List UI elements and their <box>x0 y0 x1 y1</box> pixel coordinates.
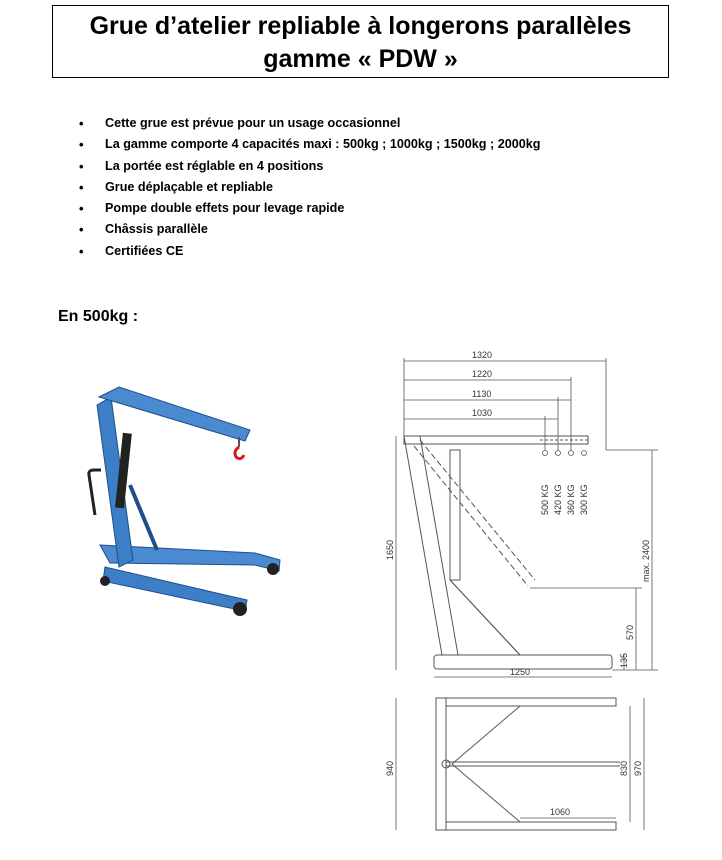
feature-item: • Pompe double effets pour levage rapide <box>60 199 540 220</box>
reach-dim-label: 1220 <box>472 369 493 379</box>
load-label: 420 KG <box>553 484 563 515</box>
wheel <box>100 576 110 586</box>
length-label: 1250 <box>510 667 531 677</box>
lowered-boom <box>420 440 535 580</box>
height-label: 570 <box>625 624 635 640</box>
height-label: max. 2400 <box>641 539 651 582</box>
elevation-boom <box>404 436 588 444</box>
load-label: 300 KG <box>579 484 589 515</box>
crane-leg-front <box>103 567 247 611</box>
feature-item: • Grue déplaçable et repliable <box>60 178 540 199</box>
reach-dim-label: 1030 <box>472 408 493 418</box>
feature-item: • Cette grue est prévue pour un usage occasionnel <box>60 114 540 135</box>
feature-item: • La portée est réglable en 4 positions <box>60 157 540 178</box>
title-line-1: Grue d’atelier repliable à longerons parallèles <box>89 12 632 40</box>
plan-dimensions <box>396 698 644 830</box>
load-label: 360 KG <box>566 484 576 515</box>
plan-label: 1060 <box>550 807 571 817</box>
feature-item: • Châssis parallèle <box>60 220 540 241</box>
feature-list <box>60 114 540 263</box>
hook-positions <box>543 451 587 456</box>
crane-brace <box>130 485 157 550</box>
plan-frame <box>436 698 620 830</box>
elevation-ram <box>450 450 460 580</box>
section-label: En 500kg : <box>58 308 139 325</box>
feature-item: • La gamme comporte 4 capacités maxi : 500kg ; 1000kg ; 1500kg ; 2000kg <box>60 135 540 156</box>
lowered-boom <box>414 446 528 586</box>
wheel <box>267 563 279 575</box>
plan-label: 830 <box>619 760 629 776</box>
load-label: 500 KG <box>540 484 550 515</box>
elevation-brace <box>450 580 520 655</box>
height-label: 135 <box>619 652 629 668</box>
crane-mast <box>97 397 133 567</box>
height-dimensions <box>396 436 658 670</box>
hook-icon <box>235 447 244 459</box>
crane-photo <box>75 375 295 625</box>
pump-handle <box>89 470 101 515</box>
title-box <box>52 5 669 78</box>
title-line-2: gamme « PDW » <box>263 45 458 73</box>
plan-view-drawing <box>380 690 680 850</box>
crane-boom <box>99 387 250 441</box>
side-elevation-drawing <box>380 350 680 680</box>
load-labels <box>540 484 589 515</box>
wheel <box>233 602 247 616</box>
plan-label: 970 <box>633 760 643 776</box>
plan-label: 940 <box>385 760 395 776</box>
reach-dim-label: 1320 <box>472 350 493 360</box>
height-label: 1650 <box>385 539 395 560</box>
feature-item: • Certifiées CE <box>60 242 540 263</box>
reach-dim-label: 1130 <box>472 389 492 399</box>
